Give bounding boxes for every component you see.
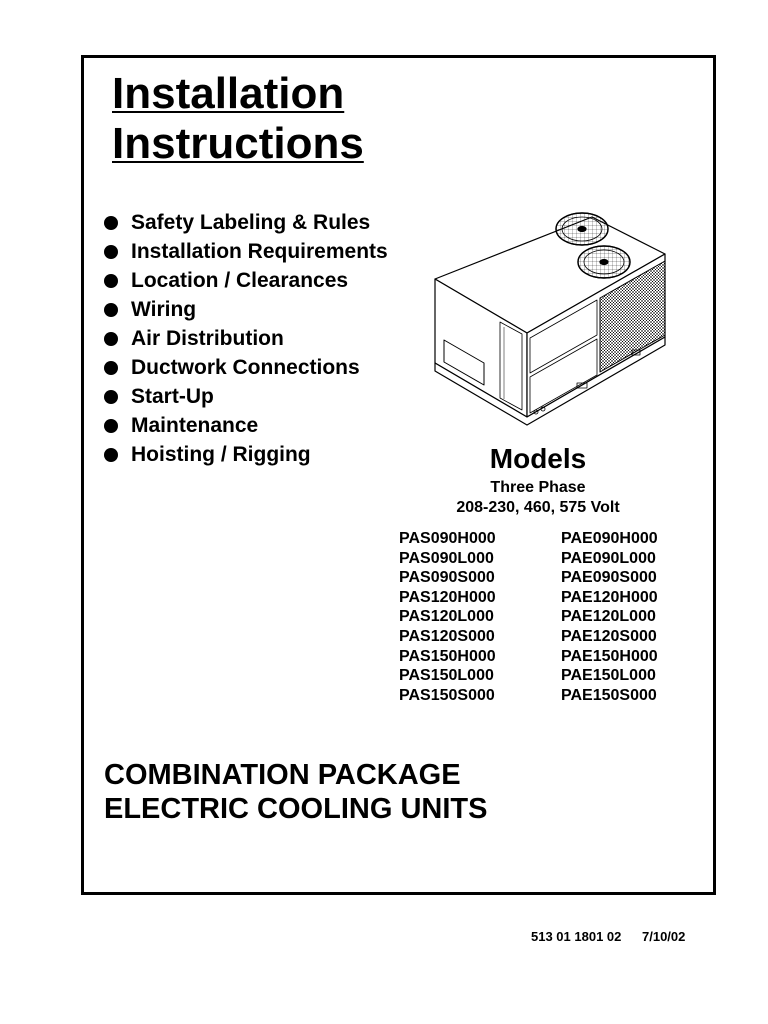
list-item [104, 324, 388, 353]
list-item [104, 411, 388, 440]
bullet-icon [104, 216, 118, 230]
models-voltage: 208-230, 460, 575 Volt [456, 499, 620, 516]
list-item [104, 295, 388, 324]
topic-label: Installation Requirements [131, 240, 388, 263]
bullet-icon [104, 274, 118, 288]
rooftop-unit-illustration [432, 205, 677, 430]
model-number: PAE120H000 [561, 588, 658, 606]
model-number: PAE150L000 [561, 667, 656, 685]
model-number: PAE090S000 [561, 569, 657, 587]
list-item [104, 353, 388, 382]
bullet-icon [104, 245, 118, 259]
models-heading-block [420, 440, 656, 518]
bullet-icon [104, 332, 118, 346]
product-line-2: ELECTRIC COOLING UNITS [104, 793, 488, 825]
bullet-icon [104, 419, 118, 433]
model-number: PAE150S000 [561, 686, 657, 704]
title-line-2: Instructions [112, 119, 364, 168]
model-number: PAE090L000 [561, 549, 656, 567]
list-item [104, 237, 388, 266]
model-number: PAS090H000 [399, 530, 496, 547]
topic-label: Air Distribution [131, 327, 284, 350]
models-phase: Three Phase [490, 479, 586, 496]
bullet-icon [104, 303, 118, 317]
pae-models-list [561, 529, 658, 705]
topic-label: Start-Up [131, 385, 214, 408]
bullet-icon [104, 448, 118, 462]
model-number: PAS120S000 [399, 627, 495, 645]
topic-label: Location / Clearances [131, 269, 349, 292]
document-footer [531, 929, 685, 944]
topic-label: Hoisting / Rigging [131, 443, 311, 466]
part-number: 513 01 1801 02 [531, 929, 622, 944]
topic-label: Safety Labeling & Rules [131, 211, 371, 234]
model-number: PAS150H000 [399, 647, 496, 665]
bullet-icon [104, 361, 118, 375]
list-item [104, 382, 388, 411]
model-number: PAE150H000 [561, 647, 658, 665]
models-heading: Models [489, 443, 587, 474]
model-number: PAS120H000 [399, 588, 496, 606]
topic-label: Maintenance [131, 414, 259, 437]
topic-label: Ductwork Connections [131, 356, 360, 379]
list-item [104, 208, 388, 237]
list-item [104, 266, 388, 295]
model-number: PAE120L000 [561, 608, 656, 626]
list-item [104, 440, 388, 469]
topics-list [104, 208, 388, 469]
product-description [104, 758, 487, 826]
topic-label: Wiring [131, 298, 197, 321]
model-number: PAS150S000 [399, 686, 495, 704]
model-number: PAS090L000 [399, 549, 494, 567]
model-number: PAS120L000 [399, 608, 494, 626]
page-title [112, 69, 364, 169]
pas-models-list [399, 529, 496, 705]
revision-date: 7/10/02 [642, 929, 686, 944]
model-number: PAS090S000 [399, 569, 495, 587]
model-number: PAS150L000 [399, 667, 494, 685]
model-number: PAE120S000 [561, 627, 657, 645]
model-number: PAE090H000 [561, 530, 658, 547]
title-line-1: Installation [112, 69, 345, 118]
bullet-icon [104, 390, 118, 404]
product-line-1: COMBINATION PACKAGE [104, 759, 461, 791]
